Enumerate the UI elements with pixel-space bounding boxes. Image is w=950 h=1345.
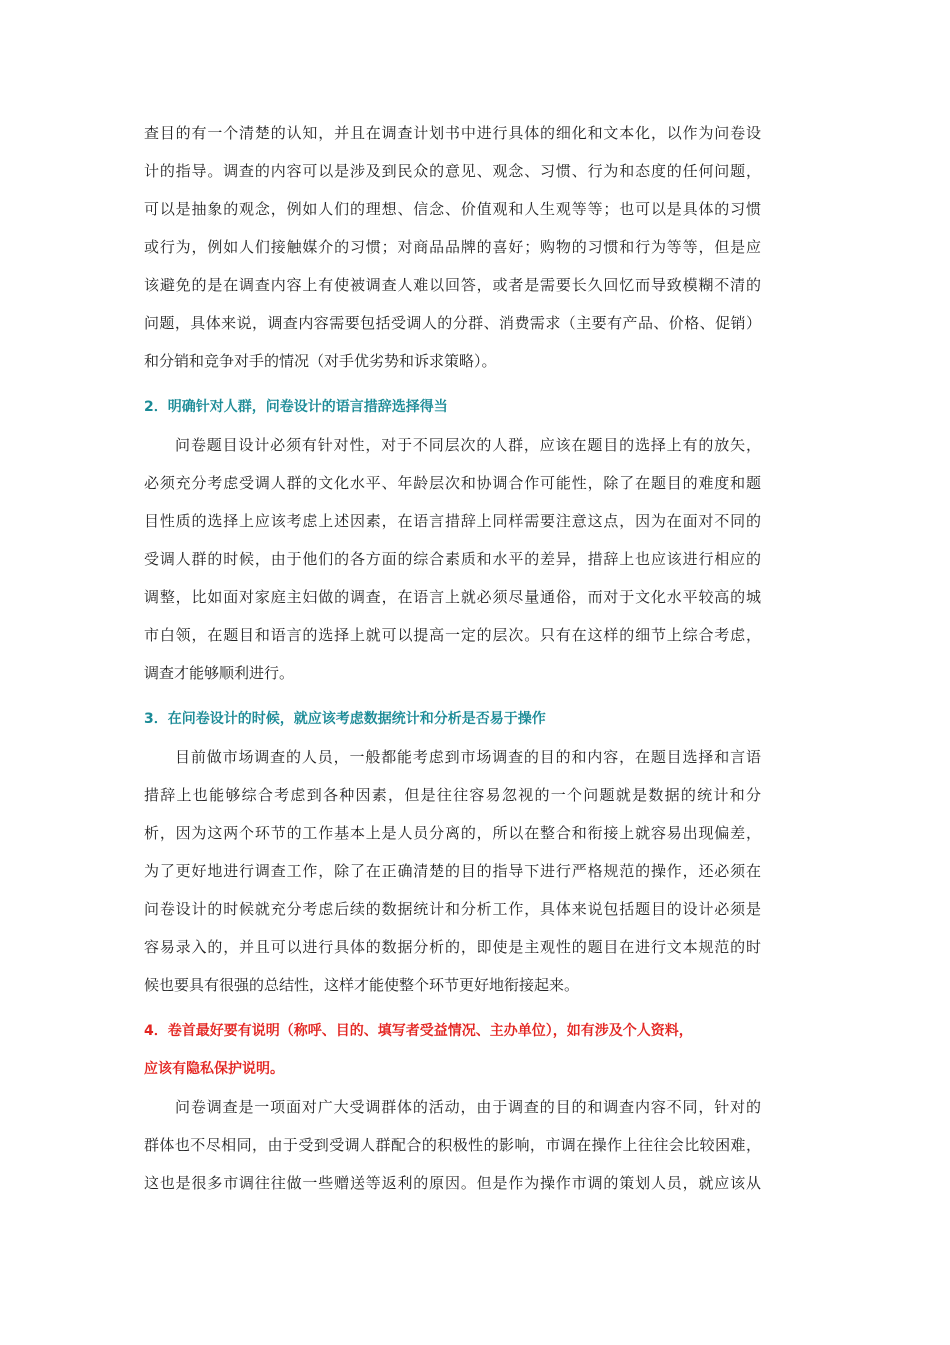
text-line: 这也是很多市调往往做一些赠送等返利的原因。但是作为操作市调的策划人员，就应该从 [144, 1174, 761, 1192]
text-line: 调查才能够顺利进行。 [144, 664, 295, 682]
text-line: 目性质的选择上应该考虑上述因素，在语言措辞上同样需要注意这点，因为在面对不同的 [144, 512, 761, 530]
text-line: 目前做市场调查的人员，一般都能考虑到市场调查的目的和内容，在题目选择和言语 [175, 748, 761, 766]
section-heading-2: 2．明确针对人群，问卷设计的语言措辞选择得当 [144, 399, 448, 415]
text-line: 市白领，在题目和语言的选择上就可以提高一定的层次。只有在这样的细节上综合考虑， [144, 626, 761, 644]
text-line: 为了更好地进行调查工作，除了在正确清楚的目的指导下进行严格规范的操作，还必须在 [144, 862, 761, 880]
text-line: 该避免的是在调查内容上有使被调查人难以回答，或者是需要长久回忆而导致模糊不清的 [144, 276, 761, 294]
text-line: 候也要具有很强的总结性，这样才能使整个环节更好地衔接起来。 [144, 976, 580, 994]
text-line: 查目的有一个清楚的认知，并且在调查计划书中进行具体的细化和文本化，以作为问卷设 [144, 124, 761, 142]
text-line: 和分销和竞争对手的情况（对手优劣势和诉求策略）。 [144, 352, 497, 370]
text-line: 容易录入的，并且可以进行具体的数据分析的，即使是主观性的题目在进行文本规范的时 [144, 938, 761, 956]
text-line: 问卷调查是一项面对广大受调群体的活动，由于调查的目的和调查内容不同，针对的 [175, 1098, 761, 1116]
text-line: 或行为，例如人们接触媒介的习惯；对商品品牌的喜好；购物的习惯和行为等等，但是应 [144, 238, 761, 256]
text-line: 措辞上也能够综合考虑到各种因素，但是往往容易忽视的一个问题就是数据的统计和分 [144, 786, 761, 804]
text-line: 受调人群的时候，由于他们的各方面的综合素质和水平的差异，措辞上也应该进行相应的 [144, 550, 761, 568]
text-line: 计的指导。调查的内容可以是涉及到民众的意见、观念、习惯、行为和态度的任何问题， [144, 162, 761, 180]
paragraph-2 [144, 426, 761, 692]
text-line: 群体也不尽相同，由于受到受调人群配合的积极性的影响，市调在操作上往往会比较困难， [144, 1136, 761, 1154]
text-line: 必须充分考虑受调人群的文化水平、年龄层次和协调合作可能性，除了在题目的难度和题 [144, 474, 761, 492]
text-line: 问题，具体来说，调查内容需要包括受调人的分群、消费需求（主要有产品、价格、促销） [144, 314, 761, 332]
text-line: 问卷设计的时候就充分考虑后续的数据统计和分析工作，具体来说包括题目的设计必须是 [144, 900, 761, 918]
text-line: 调整，比如面对家庭主妇做的调查，在语言上就必须尽量通俗，而对于文化水平较高的城 [144, 588, 761, 606]
paragraph-4 [144, 1088, 761, 1202]
text-line: 析，因为这两个环节的工作基本上是人员分离的，所以在整合和衔接上就容易出现偏差， [144, 824, 761, 842]
paragraph-1 [144, 114, 761, 380]
paragraph-3 [144, 738, 761, 1004]
section-heading-4 [144, 1012, 761, 1088]
text-line: 问卷题目设计必须有针对性，对于不同层次的人群，应该在题目的选择上有的放矢， [175, 436, 761, 454]
section-heading-3: 3．在问卷设计的时候，就应该考虑数据统计和分析是否易于操作 [144, 711, 546, 727]
heading-line: 应该有隐私保护说明。 [144, 1061, 284, 1077]
text-line: 可以是抽象的观念，例如人们的理想、信念、价值观和人生观等等；也可以是具体的习惯 [144, 200, 761, 218]
document-page [144, 0, 761, 1202]
heading-line: 4．卷首最好要有说明（称呼、目的、填写者受益情况、主办单位），如有涉及个人资料， [144, 1023, 693, 1039]
